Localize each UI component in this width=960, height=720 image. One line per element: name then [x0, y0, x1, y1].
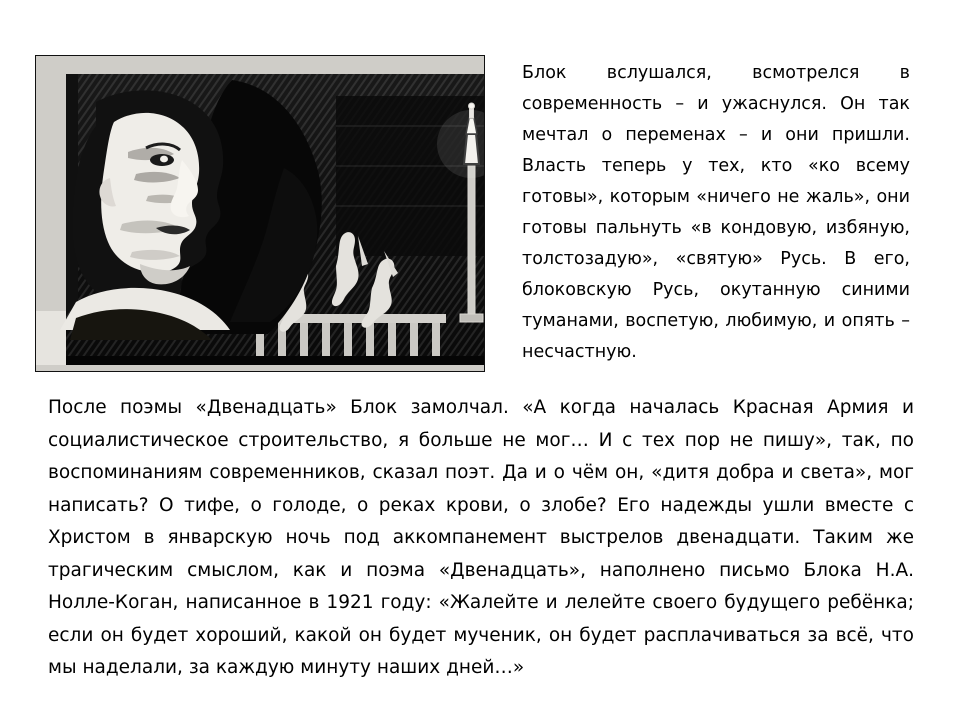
portrait-illustration [35, 55, 485, 372]
bottom-paragraph: После поэмы «Двенадцать» Блок замолчал. «А когда началась Красная Армия и социалистическое строительство, я больше не мог… И с тех пор не пишу», так, по воспоминаниям современников, сказал поэт. Да и о чём он, «дитя добра и света», мог написать? О тифе, о голоде, о реках крови, о злобе? Его надежды ушли вместе с Христом в январскую ночь под аккомпанемент выстрелов двенадцати. Таким же трагическим смыслом, как и поэма «Двенадцать», наполнено письмо Блока Н.А. Нолле-Коган, написанное в 1921 году: «Жалейте и лелейте своего будущего ребёнка; если он будет хороший, какой он будет мученик, он будет расплачиваться за всё, что мы наделали, за каждую минуту наших дней…» [48, 397, 914, 678]
portrait-artwork [36, 56, 484, 371]
right-paragraph: Блок вслушался, всмотрелся в современность – и ужаснулся. Он так мечтал о переменах – и они пришли. Власть теперь у тех, кто «ко всему готовы», которым «ничего не жаль», они готовы пальнуть «в кондовую, избяную, толстозадую», «святую» Русь. В его, блоковскую Русь, окутанную синими туманами, воспетую, любимую, и опять – несчастную. [522, 63, 910, 362]
bottom-text-column [48, 392, 914, 685]
right-text-column [522, 58, 910, 368]
